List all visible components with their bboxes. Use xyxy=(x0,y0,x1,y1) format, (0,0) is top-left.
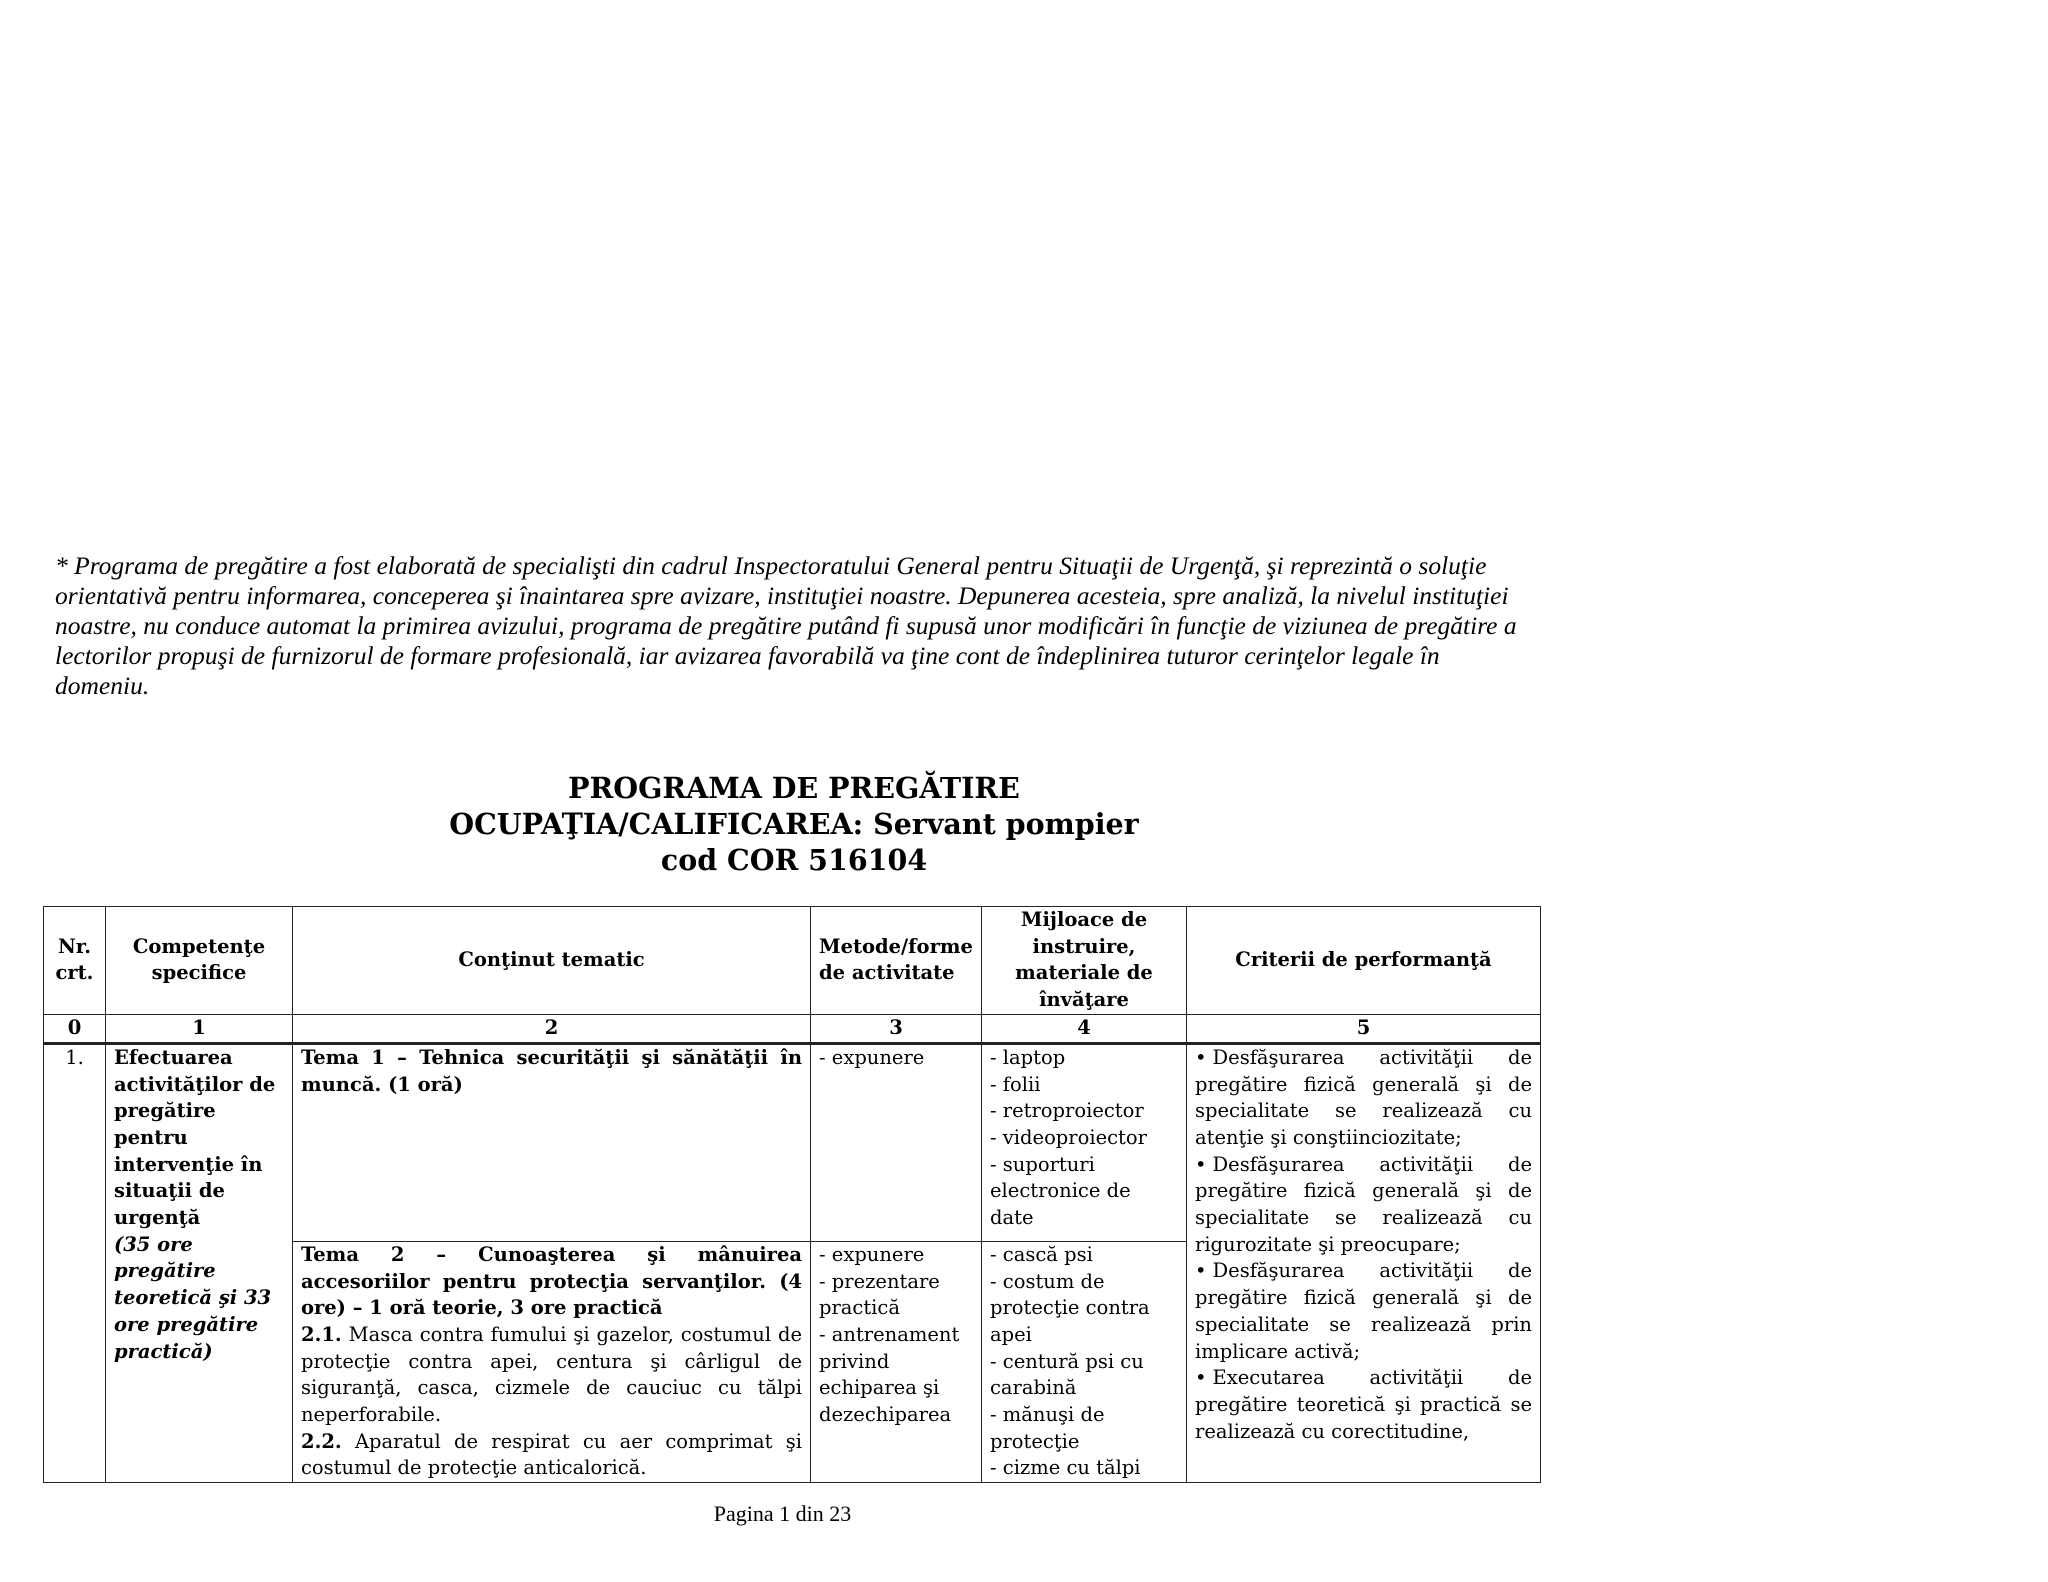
title-line-3: cod COR 516104 xyxy=(660,843,928,877)
disclaimer-note: * Programa de pregătire a fost elaborată de specialişti din cadrul Inspectoratului General pentru Situaţii de Urgenţă, şi reprezintă o soluţie orientativă pentru informarea, conceperea şi înaintarea spre avizare, instituţiei noastre. Depunerea acesteia, spre analiză, la nivelul instituţiei noastre, nu conduce automat la primirea avizului, programa de pregătire putând fi supusă unor modificări în funcţie de viziunea de pregătire a lectorilor propuşi de furnizorul de formare profesională, iar avizarea favorabilă va ţine cont de îndeplinirea tuturor cerinţelor legale în domeniu. xyxy=(55,551,1517,700)
competenta-text: Efectuarea activităţilor de pregătire pentru intervenţie în situaţii de urgenţă xyxy=(114,1045,276,1230)
header-continut: Conţinut tematic xyxy=(293,907,811,1015)
list-item: - cizme cu tălpi xyxy=(990,1456,1141,1480)
column-number: 3 xyxy=(811,1014,982,1043)
tema-1-mijloace xyxy=(982,1043,1187,1241)
tema-2-mijloace xyxy=(982,1241,1187,1482)
table-header-row xyxy=(44,907,1541,1015)
list-item: - prezentare practică xyxy=(819,1269,940,1320)
list-item: - cască psi xyxy=(990,1242,1093,1266)
title-line-1: PROGRAMA DE PREGĂTIRE xyxy=(568,771,1020,805)
header-competente: Competenţe specifice xyxy=(106,907,293,1015)
tema-2-content xyxy=(293,1241,811,1482)
criteriu-item: • Desfăşurarea activităţii de pregătire fizică generală şi de specialitate se realizează prin implicare activă; xyxy=(1195,1258,1532,1365)
list-item: - retroproiector xyxy=(990,1099,1144,1123)
list-item: - laptop xyxy=(990,1045,1066,1069)
subpoint-text: Masca contra fumului şi gazelor, costumul de protecţie contra apei, centura şi cârligul de siguranţă, casca, cizmele de cauciuc cu tălpi neperforabile. xyxy=(301,1322,803,1427)
criteriu-item: • Desfăşurarea activităţii de pregătire fizică generală şi de specialitate se realizează cu rigurozitate şi preocupare; xyxy=(1195,1152,1532,1259)
list-item: - expunere xyxy=(819,1242,925,1266)
tema-2-subpoint-1 xyxy=(301,1322,802,1429)
page-footer: Pagina 1 din 23 xyxy=(713,1501,852,1526)
header-nr: Nr. crt. xyxy=(44,907,106,1015)
list-item: - mănuşi de protecţie xyxy=(990,1403,1105,1453)
tema-2-subpoint-2 xyxy=(301,1429,802,1482)
document-title xyxy=(44,770,1544,878)
column-number: 5 xyxy=(1187,1014,1541,1043)
list-item: - expunere xyxy=(819,1045,925,1069)
title-line-2: OCUPAŢIA/CALIFICAREA: Servant pompier xyxy=(449,807,1139,841)
row-number: 1. xyxy=(44,1043,106,1482)
tema-2-title: Tema 2 – Cunoaşterea şi mânuirea accesoriilor pentru protecţia servanţilor. (4 ore) – 1 oră teorie, 3 ore practică xyxy=(301,1242,802,1320)
column-number: 4 xyxy=(982,1014,1187,1043)
training-program-table xyxy=(43,906,1541,1483)
table-row xyxy=(44,1043,1541,1241)
column-number-row xyxy=(44,1014,1541,1043)
competenta-cell xyxy=(106,1043,293,1482)
tema-2-metode xyxy=(811,1241,982,1482)
list-item: - suporturi electronice de date xyxy=(990,1152,1131,1230)
column-number: 2 xyxy=(293,1014,811,1043)
header-criterii: Criterii de performanţă xyxy=(1187,907,1541,1015)
list-item: - videoproiector xyxy=(990,1125,1147,1149)
subpoint-number: 2.2. xyxy=(301,1429,342,1453)
list-item: - folii xyxy=(990,1072,1041,1096)
subpoint-number: 2.1. xyxy=(301,1322,342,1346)
column-number: 1 xyxy=(106,1014,293,1043)
criteriu-item: • Desfăşurarea activităţii de pregătire fizică generală şi de specialitate se realizează cu atenţie şi conştiinciozitate; xyxy=(1195,1045,1532,1152)
column-number: 0 xyxy=(44,1014,106,1043)
criteriu-item: • Executarea activităţii de pregătire teoretică şi practică se realizează cu corectitudine, xyxy=(1195,1365,1532,1445)
tema-1-title: Tema 1 – Tehnica securităţii şi sănătăţii în muncă. (1 oră) xyxy=(293,1043,811,1241)
header-mijloace: Mijloace de instruire, materiale de învăţare xyxy=(982,907,1187,1015)
list-item: - antrenament privind echiparea şi dezechiparea xyxy=(819,1322,960,1427)
list-item: - costum de protecţie contra apei xyxy=(990,1269,1150,1346)
competenta-hours: (35 ore pregătire teoretică şi 33 ore pregătire practică) xyxy=(114,1232,272,1363)
subpoint-text: Aparatul de respirat cu aer comprimat şi costumul de protecţie anticalorică. xyxy=(301,1429,802,1480)
list-item: - centură psi cu carabină xyxy=(990,1349,1144,1400)
criterii-cell xyxy=(1187,1043,1541,1482)
tema-1-metode xyxy=(811,1043,982,1241)
header-metode: Metode/forme de activitate xyxy=(811,907,982,1015)
